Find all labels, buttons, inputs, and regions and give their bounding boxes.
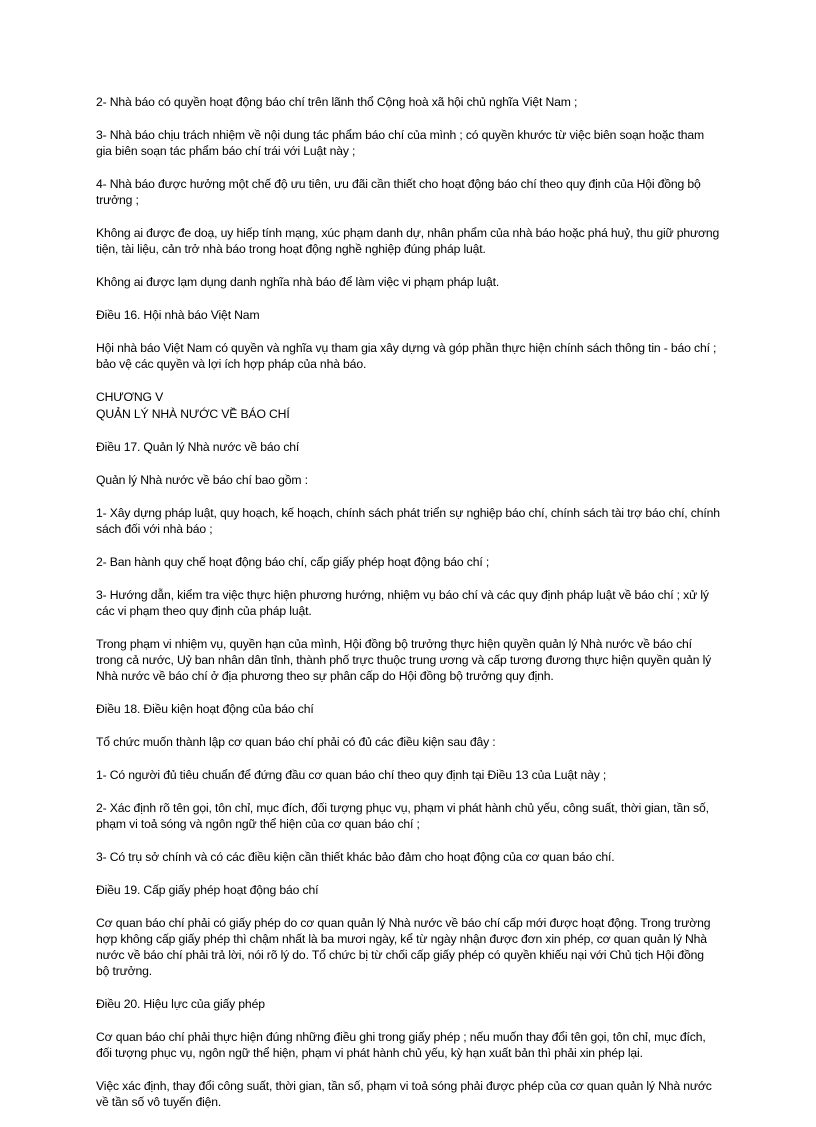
article-17-clause-3: 3- Hướng dẫn, kiểm tra việc thực hiện phương hướng, nhiệm vụ báo chí và các quy định pháp luật về báo chí ; xử lý các vi phạm theo quy định của pháp luật. xyxy=(96,588,709,618)
article-16-heading: Điều 16. Hội nhà báo Việt Nam xyxy=(96,308,260,322)
article-20-heading: Điều 20. Hiệu lực của giấy phép xyxy=(96,997,265,1011)
article-17-heading: Điều 17. Quản lý Nhà nước về báo chí xyxy=(96,440,300,454)
article-17-intro: Quản lý Nhà nước về báo chí bao gồm : xyxy=(96,473,308,487)
article-18-clause-2: 2- Xác định rõ tên gọi, tôn chỉ, mục đích, đối tượng phục vụ, phạm vi phát hành chủ yếu, công suất, thời gian, tần số, phạm vi toả sóng và ngôn ngữ thể hiện của cơ quan báo chí ; xyxy=(96,801,709,831)
paragraph-clause-4: 4- Nhà báo được hưởng một chế độ ưu tiên, ưu đãi cần thiết cho hoạt động báo chí theo quy định của Hội đồng bộ trưởng ; xyxy=(96,177,701,207)
document-page xyxy=(96,94,720,1127)
article-18-clause-3: 3- Có trụ sở chính và có các điều kiện cần thiết khác bảo đảm cho hoạt động của cơ quan báo chí. xyxy=(96,850,615,864)
article-17-scope: Trong phạm vi nhiệm vụ, quyền hạn của mình, Hội đồng bộ trưởng thực hiện quyền quản lý Nhà nước về báo chí trong cả nước, Uỷ ban nhân dân tỉnh, thành phố trực thuộc trung ương và cấp tương đương thực hiện quyền quản lý Nhà nước về báo chí ở địa phương theo sự phân cấp do Hội đồng bộ trưởng quy định. xyxy=(96,637,712,683)
article-16-body: Hội nhà báo Việt Nam có quyền và nghĩa vụ tham gia xây dựng và góp phần thực hiện chính sách thông tin - báo chí ; bảo vệ các quyền và lợi ích hợp pháp của nhà báo. xyxy=(96,341,717,371)
article-19-body: Cơ quan báo chí phải có giấy phép do cơ quan quản lý Nhà nước về báo chí cấp mới được hoạt động. Trong trường hợp không cấp giấy phép thì chậm nhất là ba mươi ngày, kể từ ngày nhận được đơn xin phép, cơ quan quản lý Nhà nước về báo chí phải trả lời, nói rõ lý do. Tổ chức bị từ chối cấp giấy phép có quyền khiếu nại với Chủ tịch Hội đồng bộ trưởng. xyxy=(96,916,711,978)
paragraph-clause-3: 3- Nhà báo chịu trách nhiệm về nội dung tác phẩm báo chí của mình ; có quyền khước từ việc biên soạn hoặc tham gia biên soạn tác phẩm báo chí trái với Luật này ; xyxy=(96,128,705,158)
article-18-intro: Tổ chức muốn thành lập cơ quan báo chí phải có đủ các điều kiện sau đây : xyxy=(96,735,496,749)
article-20-frequency: Việc xác định, thay đổi công suất, thời gian, tần số, phạm vi toả sóng phải được phép của cơ quan quản lý Nhà nước về tần số vô tuyến điện. xyxy=(96,1079,712,1109)
article-18-heading: Điều 18. Điều kiện hoạt động của báo chí xyxy=(96,702,314,716)
article-18-clause-1: 1- Có người đủ tiêu chuẩn để đứng đầu cơ quan báo chí theo quy định tại Điều 13 của Luật này ; xyxy=(96,768,607,782)
article-20-body: Cơ quan báo chí phải thực hiện đúng những điều ghi trong giấy phép ; nếu muốn thay đổi tên gọi, tôn chỉ, mục đích, đối tượng phục vụ, ngôn ngữ thể hiện, phạm vi phát hành chủ yếu, kỳ hạn xuất bản thì phải xin phép lại. xyxy=(96,1030,706,1060)
chapter-number: CHƯƠNG V xyxy=(96,390,164,404)
article-19-heading: Điều 19. Cấp giấy phép hoạt động báo chí xyxy=(96,883,319,897)
paragraph-clause-2: 2- Nhà báo có quyền hoạt động báo chí trên lãnh thổ Cộng hoà xã hội chủ nghĩa Việt Nam ; xyxy=(96,95,578,109)
paragraph-misuse: Không ai được lạm dụng danh nghĩa nhà báo để làm việc vi phạm pháp luật. xyxy=(96,275,500,289)
chapter-title: QUẢN LÝ NHÀ NƯỚC VỀ BÁO CHÍ xyxy=(96,407,290,421)
paragraph-protection: Không ai được đe doạ, uy hiếp tính mạng, xúc phạm danh dự, nhân phẩm của nhà báo hoặc phá huỷ, thu giữ phương tiện, tài liệu, cản trở nhà báo trong hoạt động nghề nghiệp đúng pháp luật. xyxy=(96,226,720,256)
article-17-clause-2: 2- Ban hành quy chế hoạt động báo chí, cấp giấy phép hoạt động báo chí ; xyxy=(96,555,490,569)
article-17-clause-1: 1- Xây dựng pháp luật, quy hoạch, kế hoạch, chính sách phát triển sự nghiệp báo chí, chính sách tài trợ báo chí, chính sách đối với nhà báo ; xyxy=(96,506,720,536)
